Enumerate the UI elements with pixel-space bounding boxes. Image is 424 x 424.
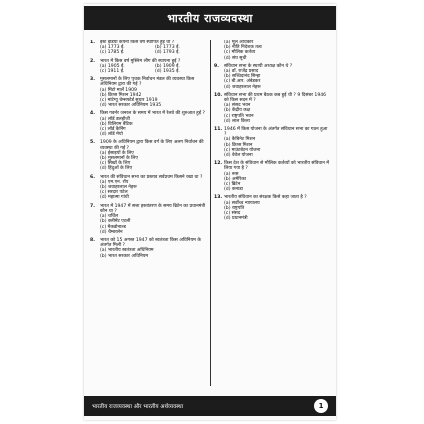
option-item: (c) 1911 ई. <box>100 69 125 75</box>
option-item: (b) सच्चिदानंद सिन्हा <box>224 74 261 80</box>
question-text: भारत में 1947 में सत्ता हस्तांतरण के समय ब्रिटेन का प्रधानमंत्री कौन था ? <box>100 203 206 214</box>
question-stem <box>90 140 206 150</box>
option-item: (d) महात्मा गांधी <box>100 195 129 201</box>
question-item <box>90 238 206 259</box>
option-item: (c) मौलिक कर्तव्य <box>224 50 256 56</box>
option-item: (d) जवाहरलाल नेहरू <box>224 84 261 90</box>
option-list <box>214 137 330 158</box>
question-text: किस देश के संविधान से मौलिक कर्तव्यों को भारतीय संविधान में लिया गया है ? <box>224 161 330 172</box>
question-item <box>214 64 330 90</box>
option-item: (b) विलियम बैंटिक <box>100 121 133 127</box>
question-number: 7. <box>90 203 95 209</box>
option-item: (d) लाल किला <box>224 118 250 124</box>
question-text: 1909 के अधिनियम द्वारा किस वर्ग के लिए अलग निर्वाचन की व्यवस्था की गई ? <box>100 140 204 151</box>
option-item: (c) सरदार पटेल <box>100 190 128 196</box>
question-item <box>214 161 330 192</box>
option-item: (d) प्रधानमंत्री <box>224 216 248 222</box>
page-header <box>84 6 336 30</box>
option-list <box>90 117 206 138</box>
option-item: (a) ईसाइयों के लिए <box>100 150 134 156</box>
option-item: (a) मूल अधिकार <box>224 40 254 45</box>
question-stem <box>90 204 206 214</box>
option-item: (c) मैकडोनाल्ड <box>100 224 126 230</box>
option-item: (b) क्रिप्स मिशन <box>224 142 253 148</box>
option-list <box>214 103 330 124</box>
page-title: भारतीय राजव्यवस्था <box>167 11 253 25</box>
option-item: (a) डॉ. राजेंद्र प्रसाद <box>224 69 259 75</box>
option-item: (d) चैम्बरलेन <box>100 229 123 235</box>
question-number: 10. <box>214 92 223 98</box>
question-text: संविधान सभा के स्थायी अध्यक्ष कौन थे ? <box>224 63 293 69</box>
option-item: (d) संघ सूची <box>224 55 247 61</box>
question-stem <box>214 127 330 137</box>
question-stem <box>214 195 330 200</box>
question-stem <box>90 238 206 248</box>
option-item: (d) 1793 ई. <box>155 50 180 56</box>
question-text: किस गवर्नर जनरल के समय में भारत में रेलवे की शुरुआत हुई ? <box>100 111 205 117</box>
question-item <box>214 127 330 158</box>
question-item <box>90 40 206 56</box>
option-item: (d) कनाडा <box>224 187 243 193</box>
option-list <box>90 45 206 55</box>
option-item: (a) चर्चिल <box>100 214 118 220</box>
document-page <box>84 4 336 420</box>
option-item: (b) 1909 ई. <box>155 63 180 69</box>
option-item: (a) रूस <box>224 171 239 177</box>
option-item: (b) नीति निदेशक तत्व <box>224 45 262 51</box>
option-item: (b) केंद्रीय कक्ष <box>224 108 251 114</box>
option-item: (c) राष्ट्रपति भवन <box>224 113 254 119</box>
question-text: भारतीय संविधान का संरक्षक किसे कहा जाता है ? <box>224 195 307 201</box>
question-number: 9. <box>214 63 219 69</box>
option-item: (a) सर्वोच्च न्यायालय <box>224 200 260 206</box>
question-number: 13. <box>214 195 223 201</box>
option-item: (a) एम.एन. रॉय <box>100 179 129 185</box>
option-item: (d) हिंदुओं के लिए <box>100 166 133 172</box>
page-number: 1 <box>314 399 328 413</box>
question-item <box>90 140 206 171</box>
question-item <box>90 77 206 108</box>
option-list <box>90 88 206 109</box>
option-item: (b) जवाहरलाल नेहरू <box>100 185 137 191</box>
question-item <box>90 204 206 235</box>
left-question-column <box>90 40 206 386</box>
option-item: (d) भारत सरकार अधिनियम 1935 <box>100 103 162 109</box>
option-item: (a) लॉर्ड डलहौजी <box>100 116 130 122</box>
option-item: (c) मांटेग्यू चेम्सफोर्ड सुधार 1919 <box>100 98 158 104</box>
question-number: 5. <box>90 140 95 146</box>
option-list <box>214 40 330 61</box>
option-list <box>90 151 206 172</box>
question-text: मुसलमानों के लिए पृथक निर्वाचन मंडल की व्यवस्था किस अधिनियम द्वारा की गई ? <box>100 77 195 88</box>
footer-text: भारतीय राजव्यवस्था और भारतीय अर्थव्यवस्था <box>92 404 184 410</box>
option-item: (c) लॉर्ड कैनिंग <box>100 127 126 133</box>
option-item: (c) ब्रिटेन <box>224 182 241 188</box>
option-item: (d) वेवेल योजना <box>224 153 253 159</box>
option-item: (a) कैबिनेट मिशन <box>224 137 256 143</box>
question-columns <box>90 40 330 386</box>
option-item: (a) संसद भवन <box>224 103 251 109</box>
option-item: (a) मिंटो मार्ले 1909 <box>100 87 137 93</box>
question-item <box>90 111 206 137</box>
question-number: 11. <box>214 127 223 133</box>
question-number: 2. <box>90 58 95 64</box>
question-stem <box>90 77 206 87</box>
right-question-column <box>214 40 330 386</box>
question-number: 12. <box>214 161 223 167</box>
question-item <box>90 175 206 201</box>
option-item: (c) सिखों के लिए <box>100 161 131 167</box>
question-number: 3. <box>90 77 95 83</box>
option-item: (a) 1905 ई. <box>100 63 125 69</box>
question-stem <box>214 93 330 103</box>
question-item <box>214 195 330 221</box>
page-footer <box>84 396 336 416</box>
option-list <box>214 172 330 193</box>
question-stem <box>90 111 206 116</box>
question-text: संविधान सभा की प्रथम बैठक कब हुई थी ? 9 दिसंबर 1946 को किस सदन में ? <box>224 92 327 104</box>
question-item <box>214 40 330 61</box>
question-text: भारत की संविधान सभा का प्रस्ताव सर्वप्रथम किसने रखा था ? <box>100 174 203 180</box>
option-item: (c) माउंटबेटन योजना <box>224 147 261 153</box>
option-item: (c) बी.आर. अंबेडकर <box>224 79 261 85</box>
option-item: (b) अमेरिका <box>224 176 247 182</box>
option-list <box>90 214 206 235</box>
question-number: 8. <box>90 237 95 243</box>
option-list <box>214 201 330 222</box>
option-item: (d) लॉर्ड मेयो <box>100 132 123 138</box>
option-item: (b) क्रिप्स मिशन 1942 <box>100 92 142 98</box>
question-number: 4. <box>90 111 95 117</box>
question-item <box>90 59 206 75</box>
option-item: (b) 1773 ई. <box>155 45 180 51</box>
option-item: (b) क्लीमेंट एटली <box>100 219 131 225</box>
option-list <box>90 180 206 201</box>
option-list <box>214 69 330 90</box>
option-item: (c) 1785 ई. <box>100 50 125 56</box>
option-item: (c) संसद <box>224 211 241 217</box>
option-item: (d) 1935 ई. <box>155 69 180 75</box>
option-item: (a) भारतीय स्वतंत्रता अधिनियम <box>100 248 154 254</box>
question-text: 1946 में किस योजना के अंतर्गत संविधान सभा का गठन हुआ ? <box>224 127 328 138</box>
option-item: (b) भारत सरकार अधिनियम <box>100 253 149 259</box>
option-item: (b) मुसलमानों के लिए <box>100 156 138 162</box>
question-text: भारत को 15 अगस्त 1947 को स्वतंत्रता किस अधिनियम के अंतर्गत मिली ? <box>100 237 201 249</box>
question-number: 1. <box>90 40 95 45</box>
question-item <box>214 93 330 124</box>
option-list <box>90 248 206 258</box>
option-item: (a) 1773 ई. <box>100 45 125 51</box>
column-divider <box>210 40 211 386</box>
option-item: (b) राष्ट्रपति <box>224 205 245 211</box>
question-text: भारत में किस वर्ष मुस्लिम लीग की स्थापना हुई ? <box>100 58 181 64</box>
option-list <box>90 64 206 74</box>
question-number: 6. <box>90 174 95 180</box>
question-text: ईस्ट इंडिया कंपनी किस वर्ष स्थापित हुई थी ? <box>100 40 175 45</box>
question-stem <box>214 161 330 171</box>
